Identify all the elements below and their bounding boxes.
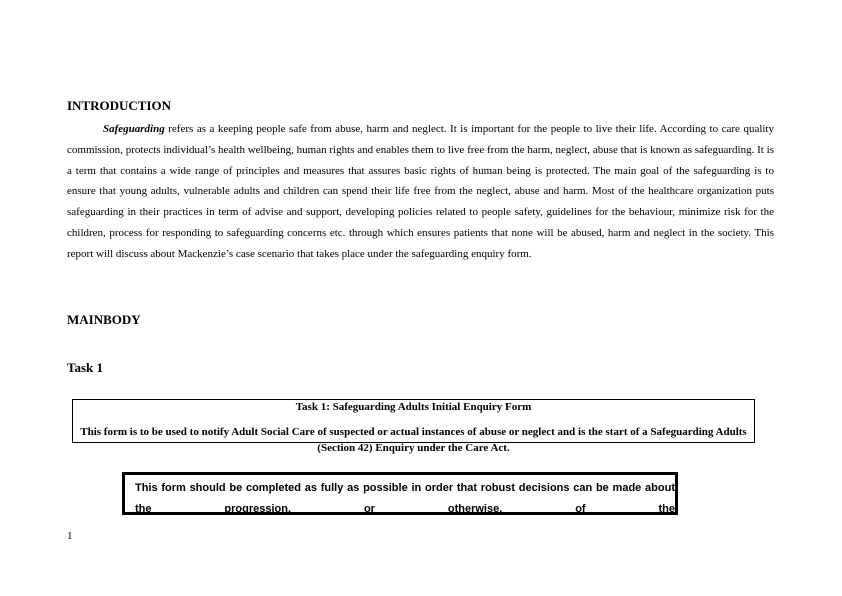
- page-number: 1: [67, 530, 73, 542]
- completion-notice-text: This form should be completed as fully as possible in order that robust decisions can be made about the progression, or otherwise, of the: [135, 482, 675, 515]
- enquiry-form-title: Task 1: Safeguarding Adults Initial Enquiry Form: [295, 401, 532, 413]
- introduction-body-text: refers as a keeping people safe from abuse, harm and neglect. It is important for the people to live their life. According to care quality commission, protects individual’s health wellbeing, human rights and enables them to live free from the harm, neglect, abuse that is known as safeguarding. It is a term that contains a wide range of principles and measures that assures basic rights of human being is protected. The main goal of the safeguarding is to ensure that young adults, vulnerable adults and children can spend their life free from the neglect, abuse and harm. Most of the healthcare organization puts safeguarding in their practices in term of advise and support, developing policies related to people safety, guidelines for the behaviour, minimize risk for the children, process for responding to safeguarding concerns etc. through which ensures patients that none will be abused, harm and neglect in the society. This report will discuss about Mackenzie’s case scenario that takes place under the safeguarding enquiry form.: [67, 123, 774, 260]
- completion-notice-box: [122, 472, 678, 515]
- introduction-heading: INTRODUCTION: [67, 98, 172, 113]
- introduction-lead-term: Safeguarding: [103, 123, 165, 135]
- introduction-paragraph: [67, 119, 774, 265]
- task1-heading: Task 1: [67, 360, 104, 375]
- enquiry-form-header-box: [72, 399, 755, 454]
- mainbody-heading: MAINBODY: [67, 312, 141, 327]
- enquiry-form-subtitle: This form is to be used to notify Adult Social Care of suspected or actual instances of abuse or neglect and is the start of a Safeguarding Adults (Section 42) Enquiry under the Care Act.: [80, 426, 747, 454]
